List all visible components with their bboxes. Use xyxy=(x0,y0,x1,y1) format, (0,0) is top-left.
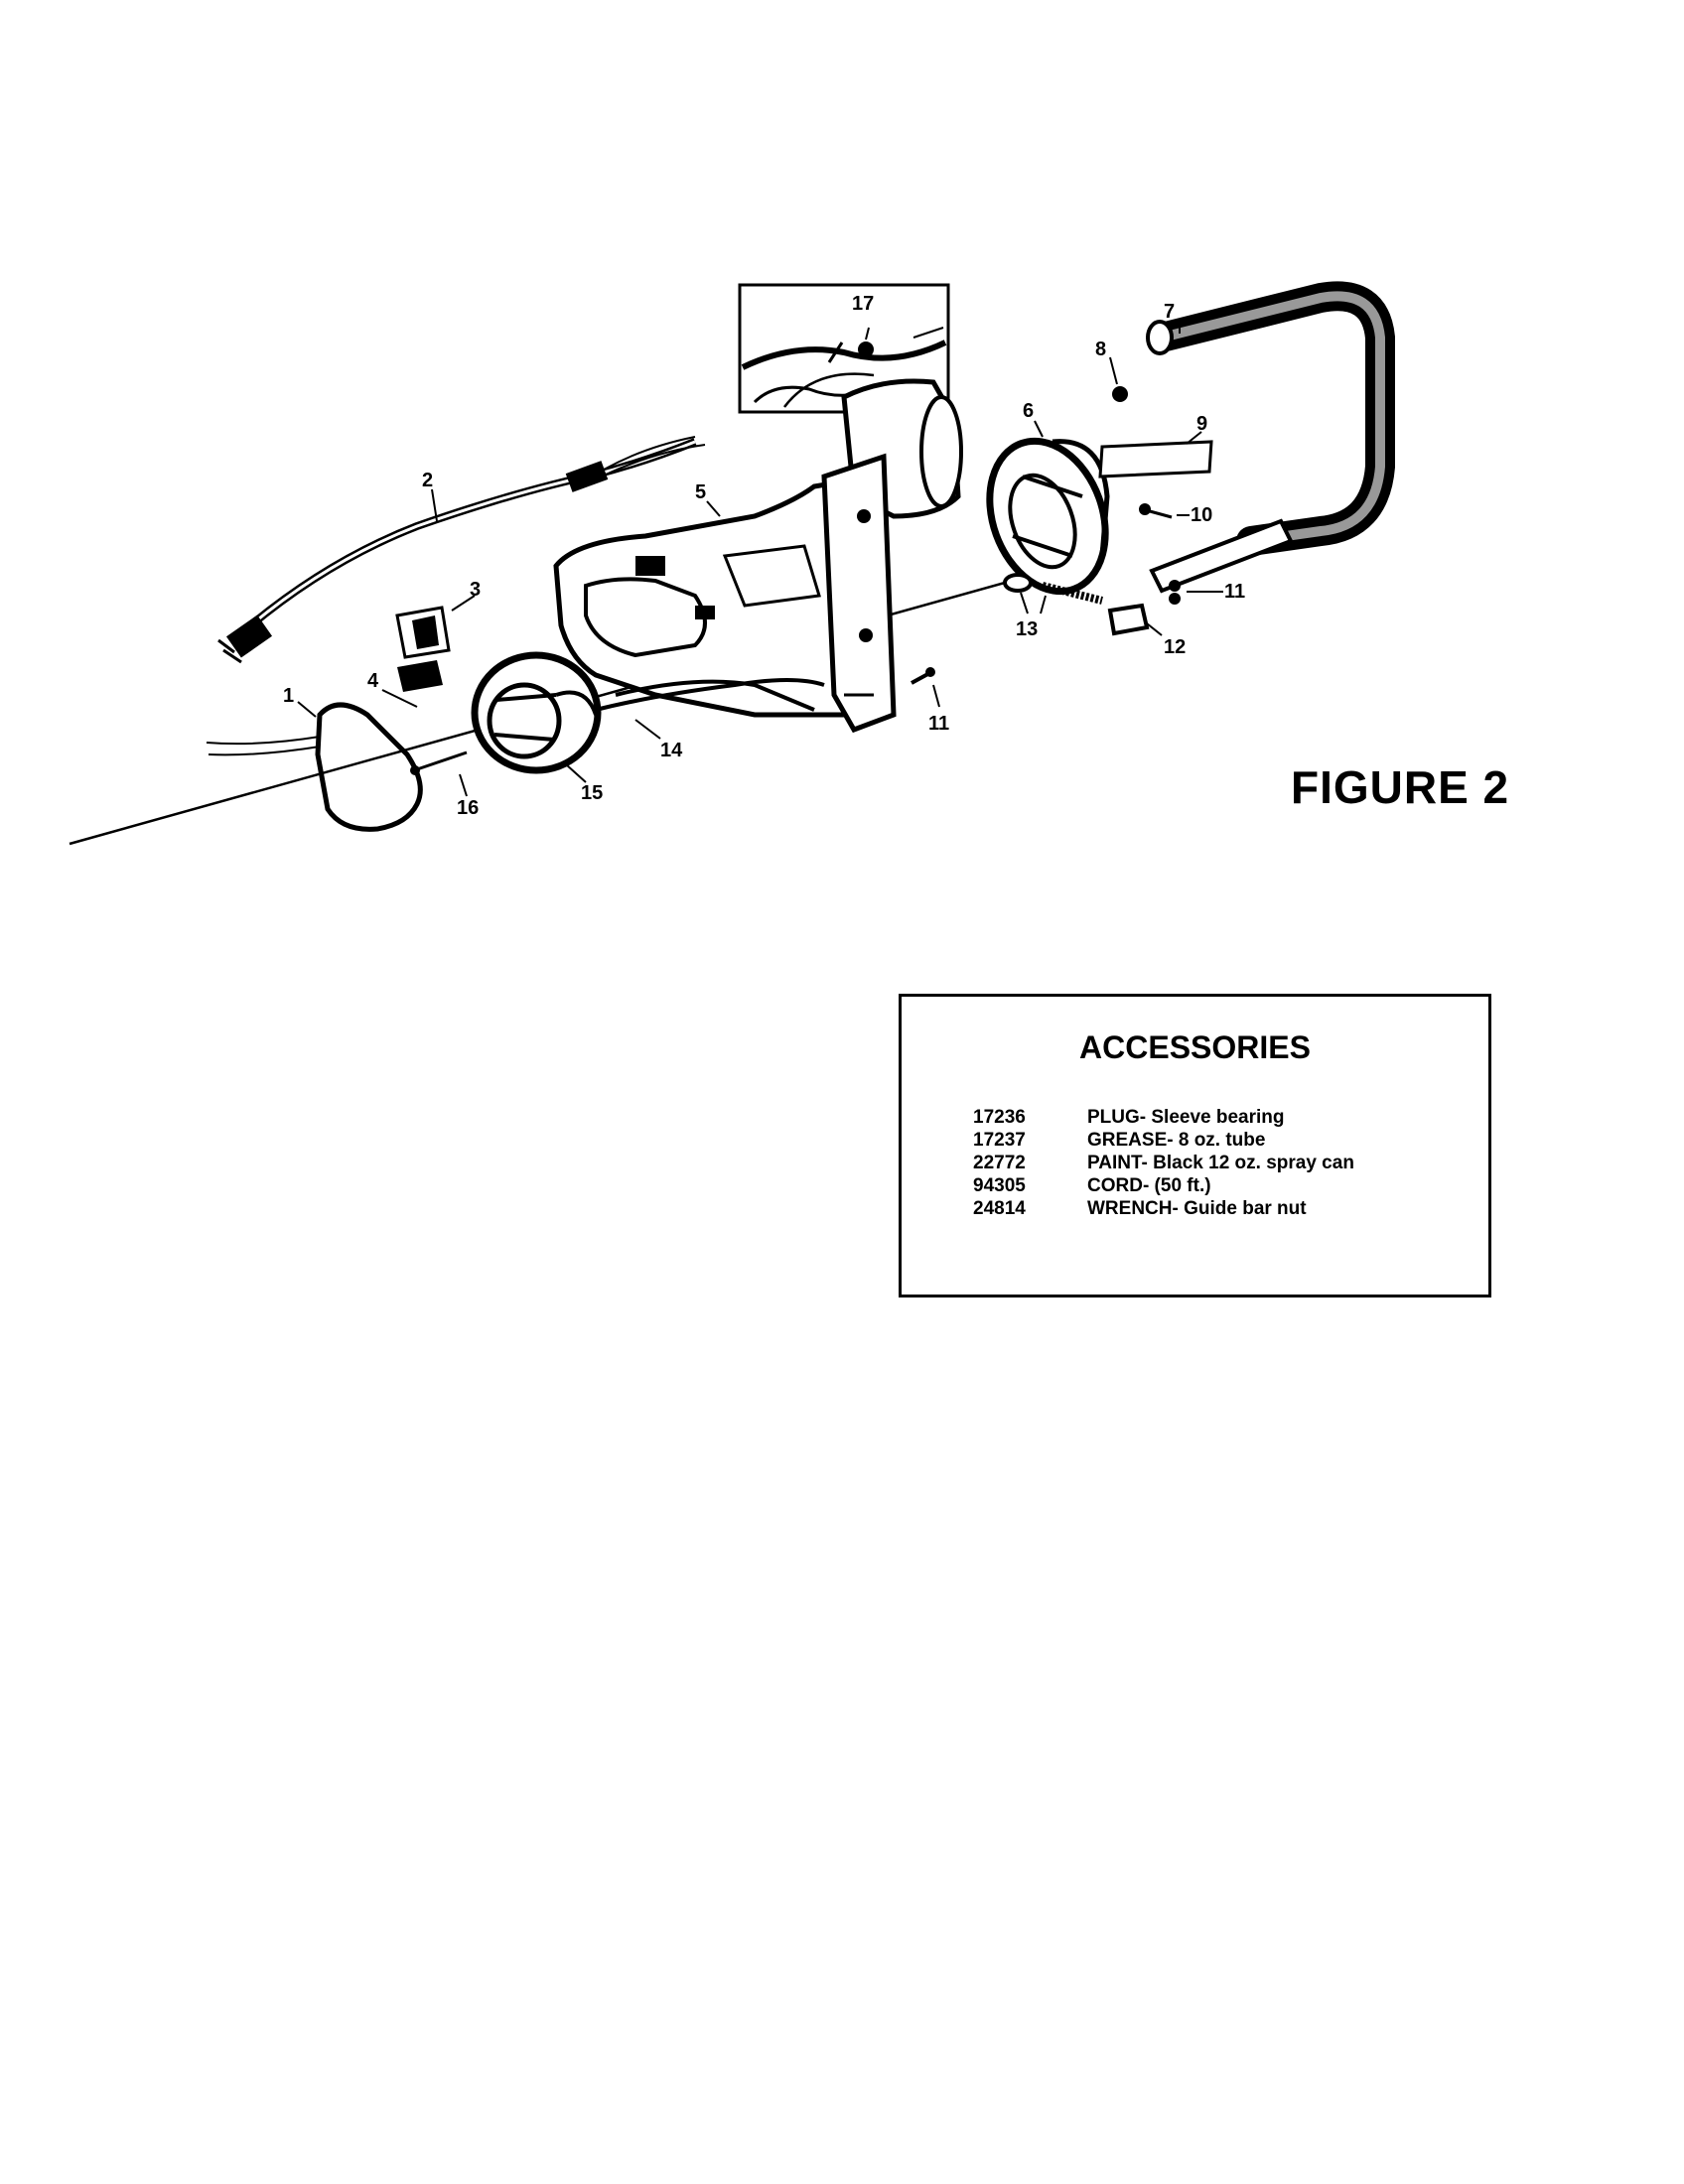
callout-12: 12 xyxy=(1164,636,1187,658)
callout-8: 8 xyxy=(1095,339,1107,360)
accessory-part-number: 17237 xyxy=(973,1130,1026,1151)
callout-9: 9 xyxy=(1196,413,1208,435)
callout-1: 1 xyxy=(283,685,295,707)
accessory-description: WRENCH- Guide bar nut xyxy=(1087,1198,1307,1219)
brush-holder xyxy=(1110,606,1147,633)
figure-title: FIGURE 2 xyxy=(1291,761,1510,813)
label-plate xyxy=(1100,442,1211,477)
accessory-row xyxy=(973,1106,1354,1129)
callout-10: 10 xyxy=(1191,504,1213,526)
callout-7: 7 xyxy=(1164,301,1176,323)
callout-15: 15 xyxy=(581,782,604,804)
callout-5: 5 xyxy=(695,481,707,503)
exploded-parts-diagram xyxy=(0,0,1684,993)
accessory-description: CORD- (50 ft.) xyxy=(1087,1175,1211,1196)
callout-6: 6 xyxy=(1023,400,1035,422)
rear-handle-frame xyxy=(207,705,420,829)
accessory-description: GREASE- 8 oz. tube xyxy=(1087,1130,1266,1151)
accessory-row xyxy=(973,1174,1354,1197)
accessories-title: ACCESSORIES xyxy=(1079,1029,1311,1065)
main-housing xyxy=(556,381,961,730)
accessories-list xyxy=(973,1106,1354,1220)
accessory-row xyxy=(973,1197,1354,1220)
screw-11-lower xyxy=(912,667,935,683)
callout-2: 2 xyxy=(422,470,434,491)
callout-11-upper: 11 xyxy=(1224,581,1246,603)
accessory-part-number: 24814 xyxy=(973,1198,1026,1219)
callout-14: 14 xyxy=(660,740,683,761)
accessory-row xyxy=(973,1152,1354,1174)
accessory-part-number: 17236 xyxy=(973,1107,1026,1128)
callout-4: 4 xyxy=(367,670,379,692)
callout-11-lower: 11 xyxy=(928,713,950,735)
switch-assembly xyxy=(397,608,449,692)
callout-17: 17 xyxy=(852,293,875,315)
accessory-part-number: 94305 xyxy=(973,1175,1026,1196)
accessory-part-number: 22772 xyxy=(973,1153,1026,1173)
accessories-box xyxy=(899,994,1491,1297)
screw-10 xyxy=(1139,503,1172,517)
callout-16: 16 xyxy=(457,797,480,819)
screw-11-upper xyxy=(1169,580,1181,605)
nut xyxy=(1112,386,1128,402)
motor-field xyxy=(475,655,598,770)
callout-3: 3 xyxy=(470,579,482,601)
screw-16 xyxy=(410,752,467,775)
accessory-description: PLUG- Sleeve bearing xyxy=(1087,1107,1285,1128)
accessory-description: PAINT- Black 12 oz. spray can xyxy=(1087,1153,1354,1173)
callout-13: 13 xyxy=(1016,618,1039,640)
accessory-row xyxy=(973,1129,1354,1152)
